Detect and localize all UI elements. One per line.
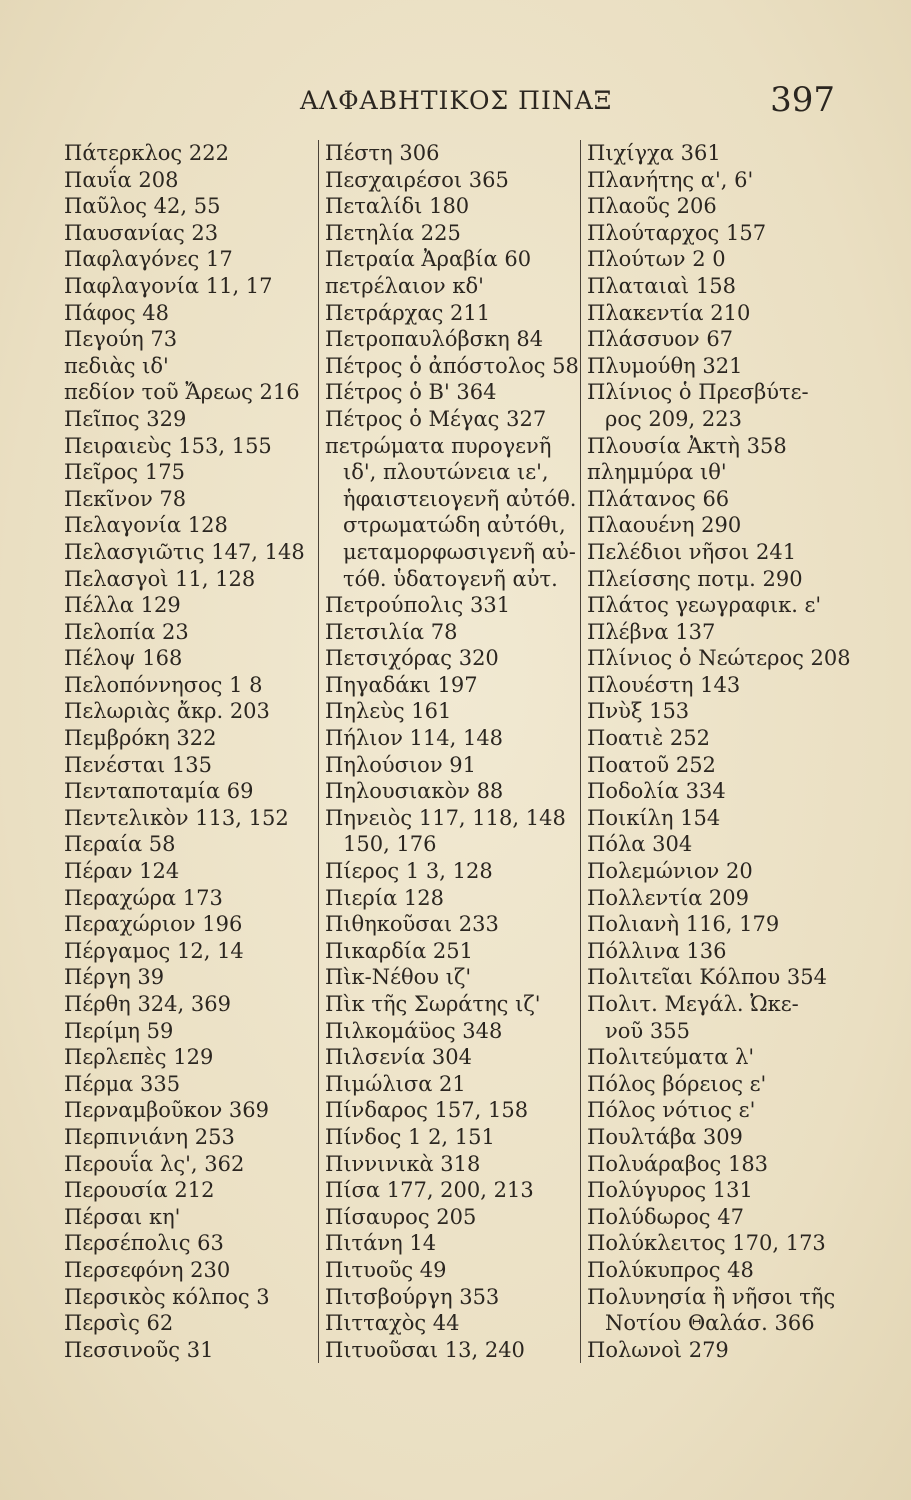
- index-entry: Πετσιλία 78: [325, 619, 458, 644]
- index-entry: Πενταποταμία 69: [64, 779, 254, 804]
- index-entry: Πιλσενία 304: [325, 1045, 473, 1070]
- index-entry: Πολιανὴ 116, 179: [587, 912, 780, 937]
- index-entry: Πέστη 306: [325, 141, 440, 165]
- index-entry: Πολλεντία 209: [587, 885, 750, 910]
- index-entry: Πιτσβούργη 353: [325, 1284, 500, 1309]
- index-entry: Παφλαγόνες 17: [64, 247, 233, 272]
- index-entry: Πίσαυρος 205: [325, 1204, 477, 1229]
- index-entry: Πέλλα 129: [64, 593, 181, 618]
- index-entry: Περλεπὲς 129: [64, 1045, 214, 1070]
- index-entry: Περσεφόνη 230: [64, 1257, 231, 1282]
- index-entry: 150, 176: [343, 832, 437, 857]
- index-entry: Πετραία Ἀραβία 60: [325, 247, 532, 272]
- index-entry: Πιτυοῦς 49: [325, 1257, 447, 1282]
- index-entry: Πολιτεύματα λ': [587, 1045, 755, 1070]
- index-entry: Πέργαμος 12, 14: [64, 938, 244, 963]
- index-entry: πετρώματα πυρογενῆ: [325, 433, 552, 458]
- index-entry: Πλάσσυον 67: [587, 327, 734, 352]
- index-entry: Πολιτεῖαι Κόλπου 354: [587, 965, 827, 990]
- index-column-3: [580, 140, 857, 1363]
- index-entry: Πιθηκοῦσαι 233: [325, 912, 499, 937]
- index-entry: Πίνδαρος 157, 158: [325, 1098, 529, 1123]
- index-entry: Πενέσται 135: [64, 752, 212, 777]
- index-entry: Πλέβνα 137: [587, 619, 716, 644]
- index-entry: Πὶκ-Νέθου ιζ': [325, 965, 472, 990]
- index-entry: Πηγαδάκι 197: [325, 672, 478, 697]
- index-entry: Πηλουσιακὸν 88: [325, 779, 504, 804]
- index-entry: ρος 209, 223: [605, 406, 742, 431]
- index-entry: Πόλα 304: [587, 832, 693, 857]
- index-entry: Πελωριὰς ἄκρ. 203: [64, 699, 270, 724]
- index-entry: Πελασγιῶτις 147, 148: [64, 539, 305, 564]
- index-entry: Πλανήτης α', 6': [587, 167, 754, 192]
- index-entry: Πετράρχας 211: [325, 300, 491, 325]
- index-entry: Πετροπαυλόβσκη 84: [325, 327, 544, 352]
- index-entry: Πάφος 48: [64, 300, 169, 325]
- index-entry: Πλίνιος ὁ Πρεσβύτε-: [587, 380, 809, 405]
- index-entry: Πλαταιαὶ 158: [587, 273, 737, 298]
- index-entry: Πεμβρόκη 322: [64, 726, 217, 751]
- index-entry: Πολύδωρος 47: [587, 1204, 744, 1229]
- index-entry: Πλείσσης ποτμ. 290: [587, 566, 803, 591]
- index-entry: Πέργη 39: [64, 965, 165, 990]
- index-entry: Πλουέστη 143: [587, 672, 741, 697]
- index-entry: Παῦλος 42, 55: [64, 194, 221, 219]
- index-entry: Ποδολία 334: [587, 779, 726, 804]
- index-entry: Πόλος βόρειος ε': [587, 1071, 767, 1096]
- index-entry: Πιννινικὰ 318: [325, 1151, 481, 1176]
- index-entry: Πλάτανος 66: [587, 486, 730, 511]
- index-entry: Πιτταχὸς 44: [325, 1311, 460, 1336]
- index-entry: Πεῖρος 175: [64, 460, 185, 485]
- index-entry: Πετρούπολις 331: [325, 593, 511, 618]
- index-entry: Πνὺξ 153: [587, 699, 690, 724]
- index-entry: Πάτερκλος 222: [64, 141, 229, 165]
- index-entry: Πολύκυπρος 48: [587, 1257, 754, 1282]
- index-entry: Πελασγοὶ 11, 128: [64, 566, 256, 591]
- index-entry: Νοτίου Θαλάσ. 366: [605, 1311, 815, 1336]
- index-entry: Πεκῖνον 78: [64, 486, 187, 511]
- index-entry: Πετσιχόρας 320: [325, 646, 499, 671]
- index-entry: ἡφαιστειογενῆ αὐτόθ.: [343, 486, 577, 511]
- index-entry: Περαία 58: [64, 832, 176, 857]
- index-entry: Πλούταρχος 157: [587, 220, 767, 245]
- index-entry: Περαχώρα 173: [64, 885, 223, 910]
- index-entry: Πειραιεὺς 153, 155: [64, 433, 272, 458]
- index-entry: Πέρθη 324, 369: [64, 992, 231, 1016]
- page-header: [0, 80, 911, 120]
- index-entry: στρωματώδη αὐτόθι,: [343, 513, 566, 538]
- index-entry: Περουσία 212: [64, 1178, 215, 1203]
- index-entry: Πιλκομάϋος 348: [325, 1018, 503, 1043]
- index-entry: Πελαγονία 128: [64, 513, 228, 538]
- index-entry: Πλάτος γεωγραφικ. ε': [587, 593, 822, 618]
- index-entry: Παυΐα 208: [64, 167, 179, 192]
- index-entry: Πήλιον 114, 148: [325, 726, 504, 751]
- index-entry: Πολυνησία ἢ νῆσοι τῆς: [587, 1284, 836, 1309]
- index-entry: Πλυμούθη 321: [587, 353, 743, 378]
- index-entry: Πόλος νότιος ε': [587, 1098, 756, 1123]
- index-column-1: [64, 140, 310, 1363]
- index-entry: Πετηλία 225: [325, 220, 461, 245]
- index-entry: Πολιτ. Μεγάλ. Ὠκε-: [587, 992, 799, 1016]
- index-entry: Πλακεντία 210: [587, 300, 751, 325]
- index-entry: Πολεμώνιον 20: [587, 859, 753, 884]
- index-entry: Πέτρος ὁ Μέγας 327: [325, 406, 547, 431]
- index-entry: Πόλλινα 136: [587, 938, 727, 963]
- index-entry: Πέτρος ὁ Β' 364: [325, 380, 497, 405]
- index-entry: Πέρμα 335: [64, 1071, 181, 1096]
- index-entry: Πελοπόννησος 1 8: [64, 672, 263, 697]
- index-entry: Πηλεὺς 161: [325, 699, 452, 724]
- index-entry: πετρέλαιον κδ': [325, 273, 484, 298]
- index-entry: Πεγούη 73: [64, 327, 178, 352]
- page-number: 397: [770, 80, 835, 120]
- index-entry: Πεντελικὸν 113, 152: [64, 805, 289, 830]
- index-entry: Πέρσαι κη': [64, 1204, 181, 1229]
- index-entry: Πολύγυρος 131: [587, 1178, 753, 1203]
- index-entry: Πίνδος 1 2, 151: [325, 1124, 495, 1149]
- index-entry: Ποατοῦ 252: [587, 752, 716, 777]
- index-entry: Πεῖπος 329: [64, 406, 187, 431]
- index-entry: Πέραν 124: [64, 859, 180, 884]
- index-entry: Ποικίλη 154: [587, 805, 721, 830]
- index-entry: Πλίνιος ὁ Νεώτερος 208: [587, 646, 851, 671]
- index-column-2: [318, 140, 583, 1363]
- index-entry: Περαχώριον 196: [64, 912, 243, 937]
- index-entry: Πλαουένη 290: [587, 513, 742, 538]
- index-entry: Πελέδιοι νῆσοι 241: [587, 539, 797, 564]
- index-entry: πλημμύρα ιθ': [587, 460, 727, 485]
- index-entry: Πηλούσιον 91: [325, 752, 476, 777]
- index-entry: Πλούτων 2 0: [587, 247, 726, 272]
- index-entry: Πολωνοὶ 279: [587, 1337, 729, 1362]
- index-entry: Πέτρος ὁ ἀπόστολος 58: [325, 353, 579, 378]
- index-entry: Πολυάραβος 183: [587, 1151, 769, 1176]
- index-entry: Πουλτάβα 309: [587, 1124, 743, 1149]
- index-entry: Περουΐα λς', 362: [64, 1151, 245, 1176]
- index-entry: νοῦ 355: [605, 1018, 690, 1043]
- index-entry: Πελοπία 23: [64, 619, 189, 644]
- index-entry: ιδ', πλουτώνεια ιε',: [343, 460, 549, 485]
- index-entry: Πίσα 177, 200, 213: [325, 1178, 534, 1203]
- index-entry: Πεσσινοῦς 31: [64, 1337, 214, 1362]
- index-entry: Πηνειὸς 117, 118, 148: [325, 805, 566, 830]
- page-title: ΑΛΦΑΒΗΤΙΚΟΣ ΠΙΝΑΞ: [300, 86, 613, 115]
- index-entry: πεδίον τοῦ Ἄρεως 216: [64, 380, 300, 405]
- index-entry: Πιτάνη 14: [325, 1231, 437, 1256]
- index-entry: Πέλοψ 168: [64, 646, 183, 671]
- index-entry: Πιτυοῦσαι 13, 240: [325, 1337, 525, 1362]
- index-entry: πεδιὰς ιδ': [64, 353, 169, 378]
- index-entry: Περναμβοῦκον 369: [64, 1098, 269, 1123]
- index-entry: Περσικὸς κόλπος 3: [64, 1284, 270, 1309]
- index-entry: Ποατιὲ 252: [587, 726, 711, 751]
- index-entry: Περσέπολις 63: [64, 1231, 224, 1256]
- index-entry: Πολύκλειτος 170, 173: [587, 1231, 826, 1256]
- index-entry: μεταμορφωσιγενῆ αὐ-: [343, 539, 576, 564]
- index-entry: τόθ. ὑδατογενῆ αὐτ.: [343, 566, 558, 591]
- index-entry: Πιχίγχα 361: [587, 141, 721, 165]
- index-entry: Πεσχαιρέσοι 365: [325, 167, 509, 192]
- index-entry: Πλαοῦς 206: [587, 194, 717, 219]
- index-entry: Πιμώλισα 21: [325, 1071, 466, 1096]
- index-entry: Παυσανίας 23: [64, 220, 219, 245]
- index-entry: Πικαρδία 251: [325, 938, 474, 963]
- index-entry: Πιερία 128: [325, 885, 444, 910]
- index-entry: Πεταλίδι 180: [325, 194, 470, 219]
- index-entry: Πίερος 1 3, 128: [325, 859, 493, 884]
- index-entry: Περπινιάνη 253: [64, 1124, 235, 1149]
- index-entry: Περσὶς 62: [64, 1311, 174, 1336]
- index-entry: Παφλαγονία 11, 17: [64, 273, 273, 298]
- index-entry: Πὶκ τῆς Σωράτης ιζ': [325, 992, 541, 1016]
- index-entry: Πλουσία Ἀκτὴ 358: [587, 433, 787, 458]
- index-entry: Περίμη 59: [64, 1018, 174, 1043]
